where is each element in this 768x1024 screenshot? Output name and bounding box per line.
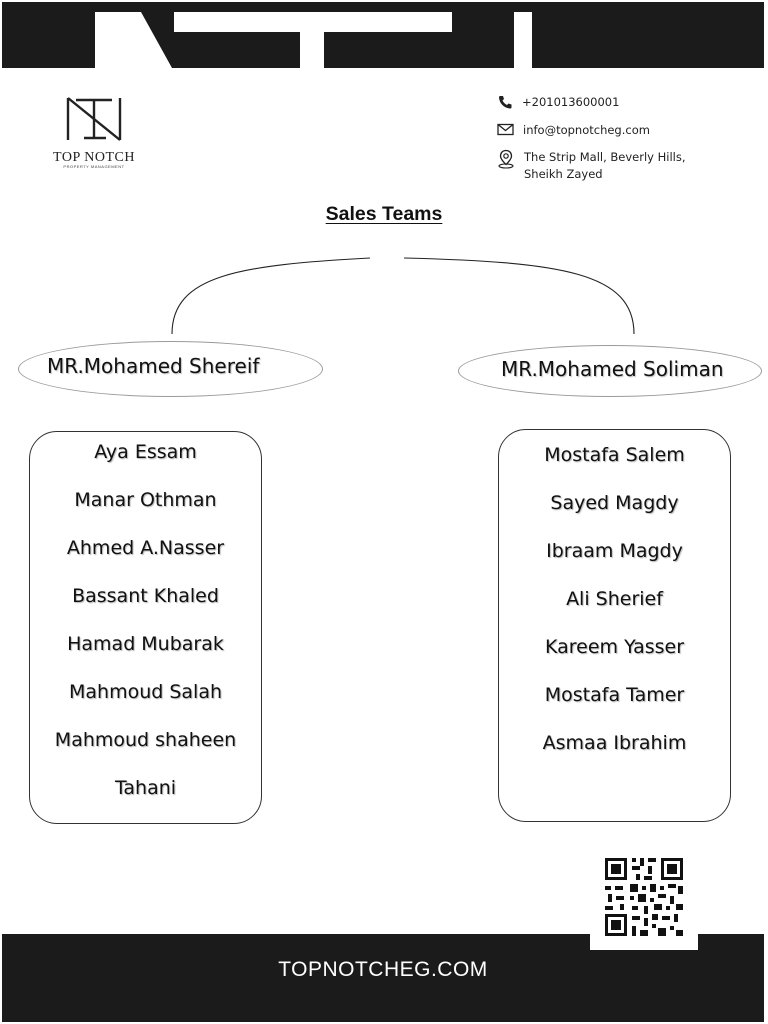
phone-number: +201013600001: [522, 95, 620, 109]
team-member: Aya Essam: [94, 441, 197, 463]
manager-name: MR.Mohamed Soliman: [501, 357, 724, 381]
team-member: Mostafa Tamer: [544, 684, 685, 706]
footer-website-link[interactable]: TOPNOTCHEG.COM: [278, 958, 488, 981]
org-connector-lines: [0, 0, 768, 400]
manager-node-left: [18, 341, 323, 397]
team-member: Ibraam Magdy: [546, 540, 683, 562]
team-member: Sayed Magdy: [550, 492, 679, 514]
brand-name: TOP NOTCH: [53, 150, 135, 165]
team-member: Ali Sherief: [566, 588, 663, 610]
manager-node-right: [458, 345, 762, 397]
page-title: Sales Teams: [325, 203, 443, 225]
qr-code[interactable]: [590, 850, 698, 950]
team-box-right: [498, 429, 731, 822]
team-member: Hamad Mubarak: [67, 633, 224, 655]
address-line-1: The Strip Mall, Beverly Hills,: [524, 150, 686, 164]
team-member: Bassant Khaled: [72, 585, 219, 607]
team-box-left: [29, 431, 262, 824]
team-member: Asmaa Ibrahim: [542, 732, 687, 754]
team-member: Tahani: [114, 777, 177, 799]
team-member: Mostafa Salem: [544, 444, 685, 466]
address-line-2: Sheikh Zayed: [524, 167, 603, 181]
team-member: Manar Othman: [74, 489, 217, 511]
team-member: Mahmoud Salah: [68, 681, 223, 703]
qr-code-icon: [590, 850, 698, 950]
manager-name: MR.Mohamed Shereif: [47, 354, 260, 378]
team-member: Kareem Yasser: [544, 636, 685, 658]
email-address: info@topnotcheg.com: [523, 123, 650, 137]
team-member: Mahmoud shaheen: [54, 729, 237, 751]
brand-tagline: PROPERTY MANAGEMENT: [63, 164, 125, 169]
team-member: Ahmed A.Nasser: [66, 537, 225, 559]
